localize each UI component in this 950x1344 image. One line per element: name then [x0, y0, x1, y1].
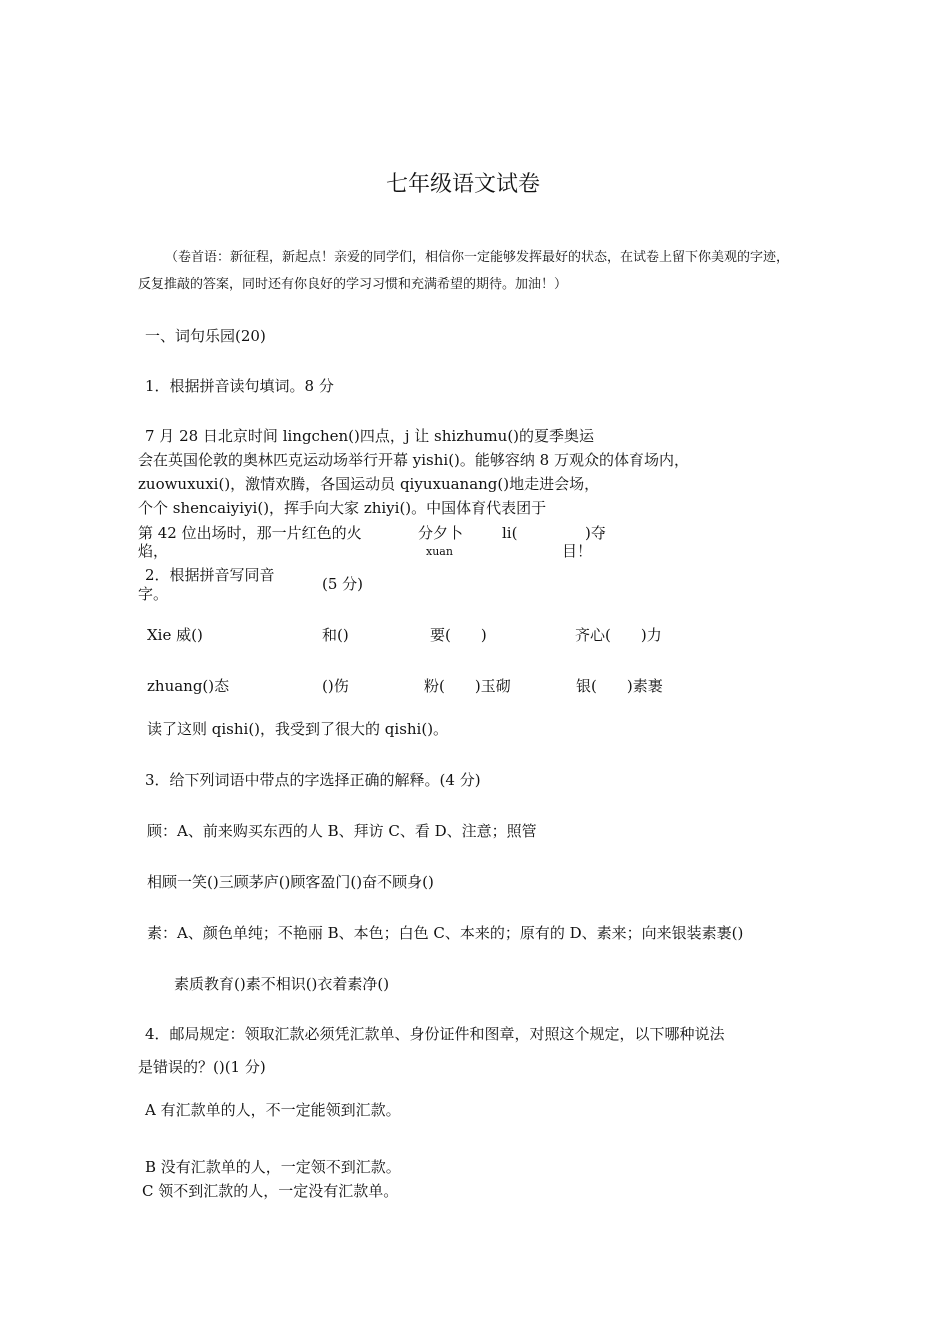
q1-line-3: zuowuxuxi()，激情欢腾，各国运动员 qiyuxuanang()地走进会场， [138, 475, 600, 493]
q2-row2-item-1: zhuang()态 [147, 677, 230, 695]
q1-line-4: 个个 shencaiyiyi()，挥手向大家 zhiyi()。中国体育代表团于 [138, 499, 547, 517]
q1-fragment-mu: 目！ [562, 542, 593, 560]
q4-option-b: B 没有汇款单的人，一定领不到汇款。 [145, 1158, 401, 1176]
q3-gu-words: 相顾一笑()三顾茅庐()顾客盈门()奋不顾身() [147, 873, 434, 891]
preface-line-2: 反复推敲的答案，同时还有你良好的学习习惯和充满希望的期待。加油！） [138, 277, 568, 292]
q1-line-6: 焰， [138, 542, 169, 560]
q2-row2-item-4: 银( )素裹 [576, 677, 663, 695]
q2-row1-item-3: 要( ) [430, 626, 487, 644]
q1-fragment-li: li( [502, 524, 518, 542]
q2-row2-item-3: 粉( )玉砌 [424, 677, 511, 695]
q4-option-c: C 领不到汇款的人，一定没有汇款单。 [142, 1182, 399, 1200]
q3-su-definitions: 素：A、颜色单纯；不艳丽 B、本色；白色 C、本来的；原有的 D、素来；向来银装素裹() [147, 924, 744, 942]
q2-row2-item-2: ()伤 [322, 677, 349, 695]
q2-row1-item-4: 齐心( )力 [575, 626, 662, 644]
q1-fragment-duo: )夺 [585, 524, 606, 542]
page-title: 七年级语文试卷 [386, 172, 541, 197]
q1-line-5: 第 42 位出场时，那一片红色的火 [138, 524, 362, 542]
q1-line-1: 7 月 28 日北京时间 lingchen()四点，j 让 shizhumu()的夏季奥运 [145, 427, 595, 445]
q1-fragment-fen: 分夕卜 [418, 524, 464, 542]
section-1-heading: 一、词句乐园(20) [145, 327, 266, 345]
q2-heading-cont: 字。 [138, 585, 169, 603]
q3-su-words: 素质教育()素不相识()衣着素净() [174, 975, 390, 993]
q3-heading: 3．给下列词语中带点的字选择正确的解释。(4 分) [145, 771, 481, 789]
q4-option-a: A 有汇款单的人，不一定能领到汇款。 [145, 1101, 401, 1119]
q2-row3: 读了这则 qishi()，我受到了很大的 qishi()。 [147, 720, 449, 738]
q2-row1-item-2: 和() [322, 626, 349, 644]
q4-question-line-1: 4．邮局规定：领取汇款必须凭汇款单、身份证件和图章，对照这个规定，以下哪种说法 [145, 1025, 725, 1043]
q2-points: (5 分) [322, 575, 364, 593]
q4-question-line-2: 是错误的？()(1 分) [138, 1058, 266, 1076]
q3-gu-definitions: 顾：A、前来购买东西的人 B、拜访 C、看 D、注意；照管 [147, 822, 537, 840]
preface-line-1: （卷首语：新征程，新起点！亲爱的同学们，相信你一定能够发挥最好的状态，在试卷上留下你美观的字迹， [165, 250, 790, 265]
q2-row1-item-1: Xie 威() [147, 626, 203, 644]
q1-heading: 1．根据拼音读句填词。8 分 [145, 377, 334, 395]
q1-line-2: 会在英国伦敦的奥林匹克运动场举行开幕 yishi()。能够容纳 8 万观众的体育场内， [138, 451, 689, 469]
q1-fragment-xuan: xuan [426, 545, 453, 558]
q2-heading: 2．根据拼音写同音 [145, 566, 275, 584]
